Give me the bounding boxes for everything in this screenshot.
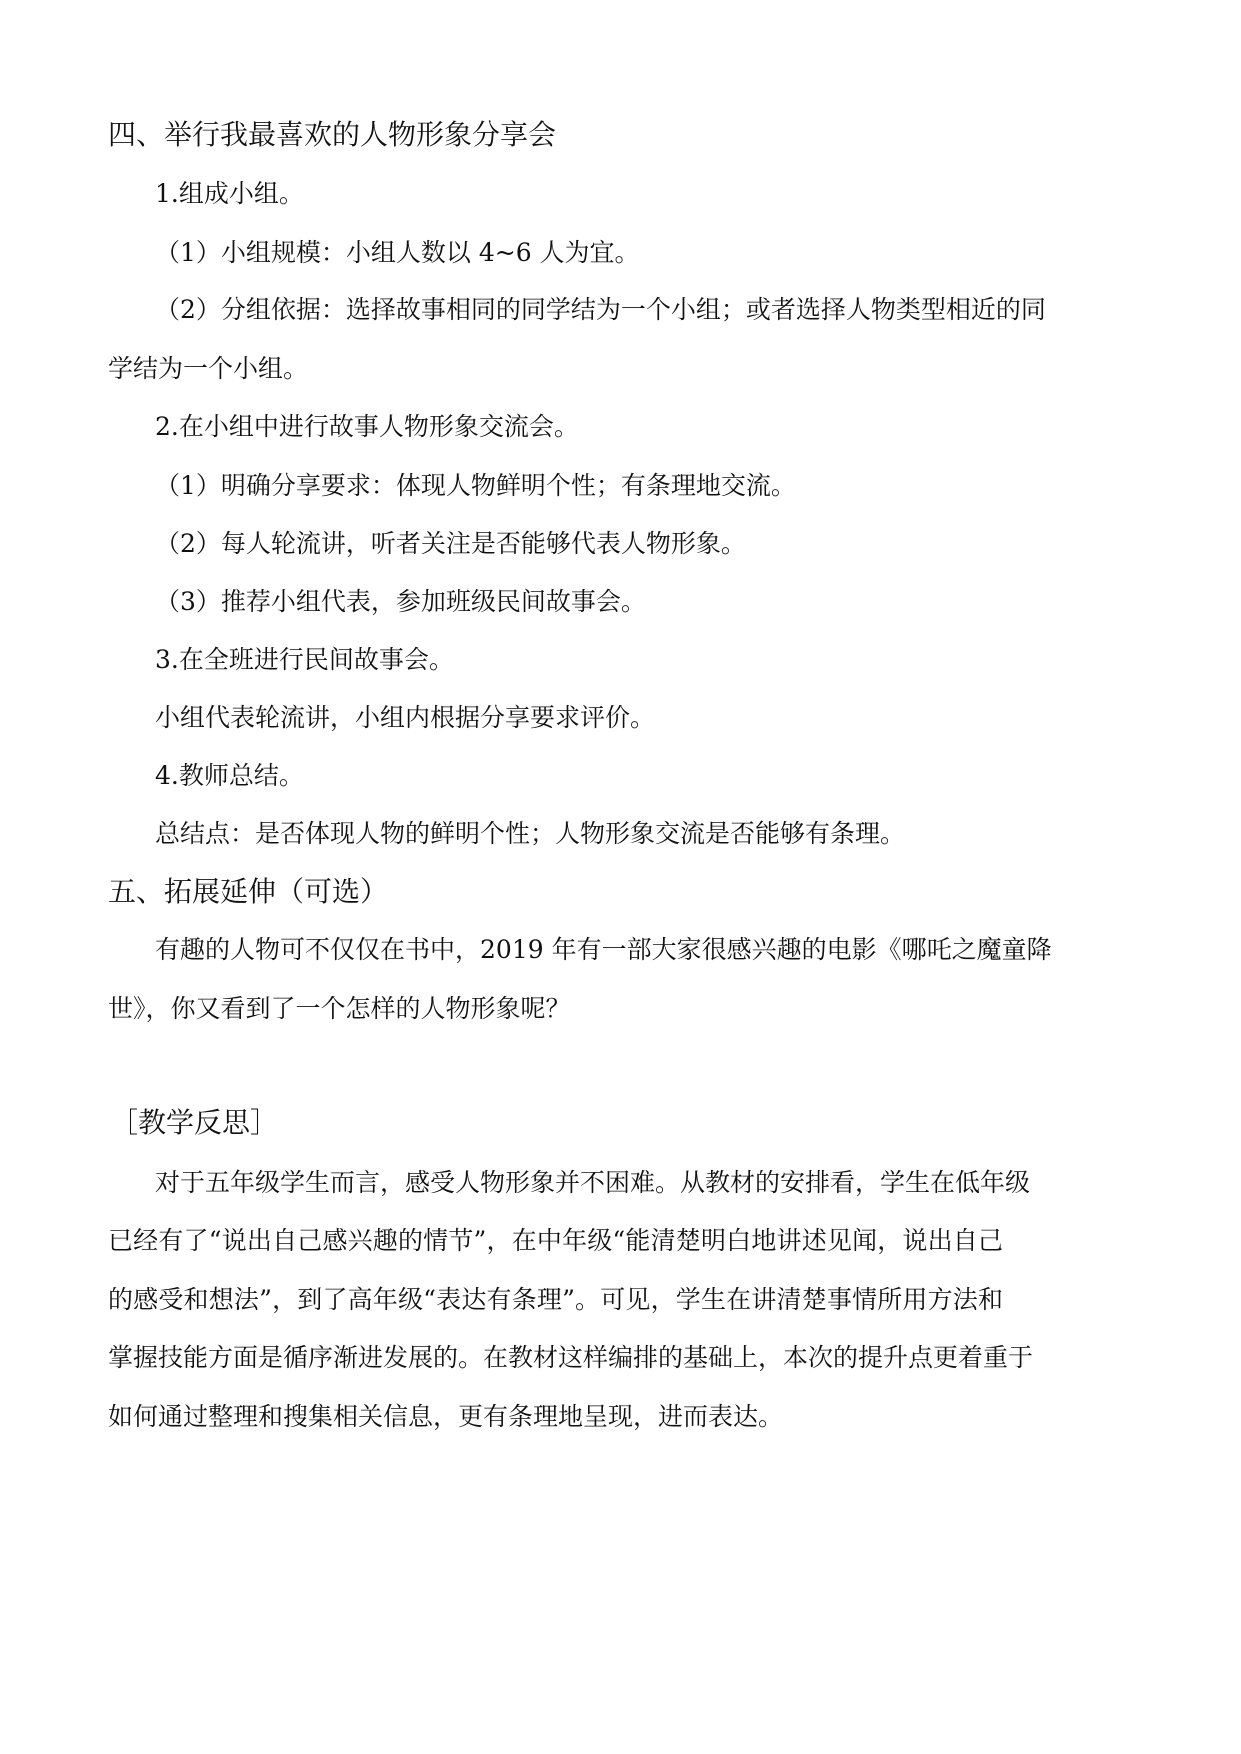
- step-3-text: 小组代表轮流讲，小组内根据分享要求评价。: [155, 703, 656, 732]
- reflection-line-2: 已经有了“说出自己感兴趣的情节”，在中年级“能清楚明白地讲述见闻，说出自己: [108, 1226, 1003, 1255]
- step-2-item-3: （3）推荐小组代表，参加班级民间故事会。: [155, 587, 646, 616]
- step-1-item-2-line-2: 学结为一个小组。: [108, 354, 309, 383]
- reflection-heading: ［教学反思］: [110, 1106, 279, 1139]
- section-5-paragraph-line-1: 有趣的人物可不仅仅在书中，2019 年有一部大家很感兴趣的电影《哪吒之魔童降: [155, 935, 1052, 964]
- reflection-line-1: 对于五年级学生而言，感受人物形象并不困难。从教材的安排看，学生在低年级: [155, 1168, 1031, 1197]
- step-2-item-2: （2）每人轮流讲，听者关注是否能够代表人物形象。: [155, 529, 746, 558]
- section-5-heading: 五、拓展延伸（可选）: [108, 875, 389, 908]
- step-4-text: 总结点：是否体现人物的鲜明个性；人物形象交流是否能够有条理。: [155, 819, 906, 848]
- reflection-line-3: 的感受和想法”，到了高年级“表达有条理”。可见，学生在讲清楚事情所用方法和: [108, 1285, 1003, 1314]
- step-1-item-1: （1）小组规模：小组人数以 4~6 人为宜。: [155, 238, 640, 267]
- step-2-title: 2.在小组中进行故事人物形象交流会。: [155, 412, 579, 441]
- reflection-line-4: 掌握技能方面是循序渐进发展的。在教材这样编排的基础上，本次的提升点更着重于: [108, 1343, 1034, 1372]
- reflection-line-5: 如何通过整理和搜集相关信息，更有条理地呈现，进而表达。: [108, 1402, 784, 1431]
- step-1-title: 1.组成小组。: [155, 179, 304, 208]
- step-4-title: 4.教师总结。: [155, 761, 304, 790]
- section-5-paragraph-line-2: 世》，你又看到了一个怎样的人物形象呢？: [108, 994, 571, 1023]
- section-4-heading: 四、举行我最喜欢的人物形象分享会: [108, 118, 557, 151]
- step-3-title: 3.在全班进行民间故事会。: [155, 645, 454, 674]
- step-1-item-2-line-1: （2）分组依据：选择故事相同的同学结为一个小组；或者选择人物类型相近的同: [155, 295, 1046, 324]
- step-2-item-1: （1）明确分享要求：体现人物鲜明个性；有条理地交流。: [155, 471, 796, 500]
